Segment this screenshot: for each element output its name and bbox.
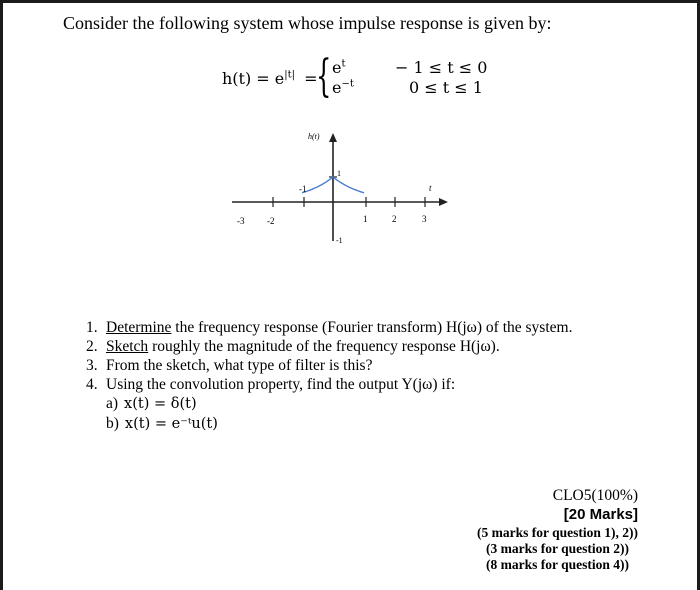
marks-line-3: (8 marks for question 4)) — [486, 557, 629, 572]
y-tick-label-neg1: -1 — [336, 236, 343, 245]
equation-lhs — [222, 69, 318, 88]
x-tick-label-neg3: -3 — [237, 216, 245, 226]
equation-lhs-exponent: |t| — [284, 69, 296, 81]
cases-brace: { — [316, 51, 332, 102]
question-3: 3. From the sketch, what type of filter is this? — [86, 357, 373, 374]
total-marks: [20 Marks] — [563, 506, 638, 523]
question-1: 1. Determine the frequency response (Fourier transform) H(jω) of the system. — [86, 319, 573, 336]
x-axis-label: t — [429, 183, 432, 193]
x-tick-label-neg2: -2 — [267, 216, 275, 226]
equation-equals: = — [304, 69, 318, 88]
equation-lhs-text: h(t) = e — [222, 69, 285, 88]
x-tick-label-1: 1 — [363, 214, 368, 224]
impulse-response-graph — [220, 125, 460, 265]
case1-range: − 1 ≤ t ≤ 0 — [395, 58, 488, 77]
question-2: 2. Sketch roughly the magnitude of the frequency response H(jω). — [86, 338, 500, 355]
y-axis-label: h(t) — [308, 132, 320, 141]
x-tick-label-2: 2 — [392, 214, 397, 224]
top-border — [0, 0, 700, 3]
clo-label: CLO5(100%) — [552, 487, 638, 504]
marks-line-2: (3 marks for question 2)) — [486, 541, 629, 556]
case2-range: 0 ≤ t ≤ 1 — [409, 78, 483, 97]
marks-block — [477, 486, 638, 573]
case2-expr: $e^{-t}$ — [332, 78, 354, 97]
y-axis-arrow — [329, 133, 337, 142]
subpart-b: b) x(t) = e⁻ᵗu(t) — [106, 415, 218, 432]
y-tick-label-1: 1 — [337, 169, 341, 178]
x-tick-label-3: 3 — [422, 214, 427, 224]
marks-line-1: (5 marks for question 1), 2)) — [477, 525, 638, 540]
subpart-a: a) x(t) = δ(t) — [106, 395, 197, 412]
x-tick-label-neg1: -1 — [299, 184, 307, 194]
question-list — [86, 318, 572, 434]
question-4: 4. Using the convolution property, find the output Y(jω) if: — [86, 376, 456, 393]
intro-text: Consider the following system whose impulse response is given by: — [63, 13, 552, 33]
case1-expr: $e^t$ — [332, 58, 346, 77]
x-axis-arrow — [439, 198, 448, 206]
left-border — [0, 0, 3, 590]
